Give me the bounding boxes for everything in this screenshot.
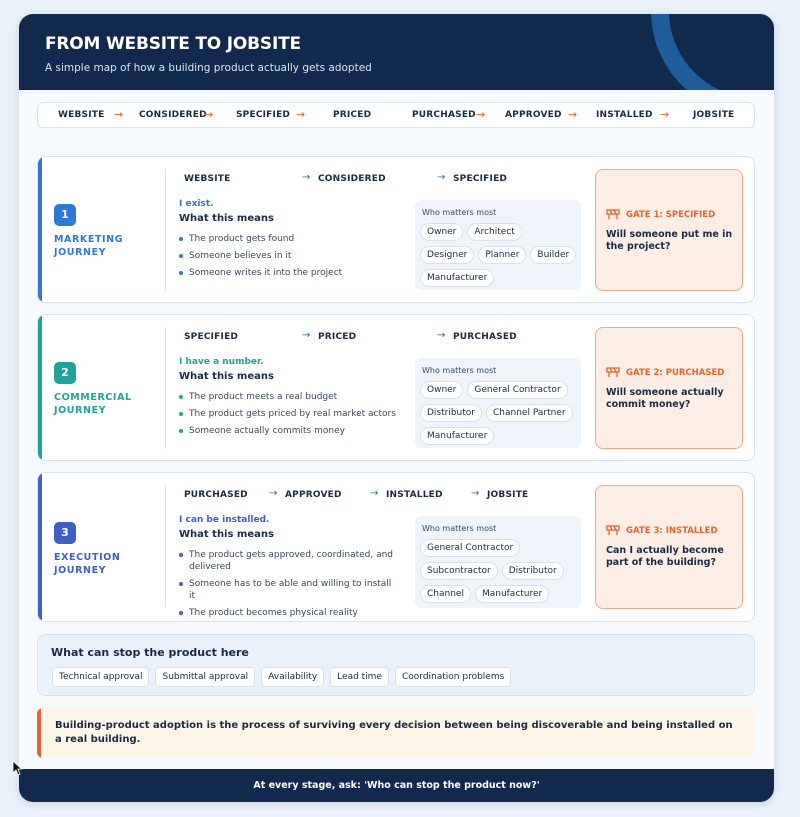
- blockers-title: What can stop the product here: [51, 646, 249, 659]
- stakeholder-chip: Manufacturer: [420, 269, 494, 287]
- summary-callout: [37, 708, 755, 758]
- list-item: Someone actually commits money: [179, 425, 399, 437]
- means-heading: What this means: [179, 529, 274, 540]
- flow-stage: PRICED: [318, 332, 357, 342]
- stage-label: CONSIDERED: [139, 110, 207, 120]
- gate-question: Will someone put me in the project?: [606, 229, 733, 252]
- stakeholder-chip: Channel: [420, 585, 471, 603]
- who-matters-label: Who matters most: [422, 366, 497, 375]
- means-heading: What this means: [179, 213, 274, 224]
- flow-stage: PURCHASED: [184, 490, 248, 500]
- stage-label: PURCHASED: [412, 110, 476, 120]
- divider: [165, 485, 166, 607]
- footer-text: At every stage, ask: 'Who can stop the product now?': [253, 780, 540, 791]
- flow-stage: PURCHASED: [453, 332, 517, 342]
- arrow-icon: →: [568, 108, 578, 121]
- journey-number-badge: 2: [54, 362, 76, 384]
- stakeholder-chip: Distributor: [502, 562, 564, 580]
- divider: [165, 327, 166, 449]
- blocker-chip: Lead time: [330, 667, 389, 687]
- gate-question: Can I actually become part of the building?: [606, 545, 724, 568]
- gate-box: [595, 485, 743, 609]
- arrow-icon: →: [296, 108, 306, 121]
- who-matters-label: Who matters most: [422, 208, 497, 217]
- flow-stage: WEBSITE: [184, 174, 231, 184]
- gate-label: GATE 1: SPECIFIED: [626, 210, 716, 220]
- page-subtitle: A simple map of how a building product actually gets adopted: [45, 62, 372, 74]
- stage-label: INSTALLED: [596, 110, 653, 120]
- footer-banner: [19, 769, 774, 802]
- stakeholder-chip: Manufacturer: [420, 427, 494, 445]
- arrow-icon: →: [114, 108, 124, 121]
- means-heading: What this means: [179, 371, 274, 382]
- stakeholder-chip: Channel Partner: [486, 404, 573, 422]
- accent-bar: [38, 157, 42, 302]
- arrow-icon: →: [471, 488, 480, 499]
- journey-name: MARKETING JOURNEY: [54, 234, 124, 258]
- callout-accent-bar: [37, 708, 41, 758]
- page-title: FROM WEBSITE TO JOBSITE: [45, 34, 301, 54]
- journey-number-badge: 3: [54, 522, 76, 544]
- arrow-icon: →: [302, 172, 311, 183]
- gate-question: Will someone actually commit money?: [606, 387, 724, 410]
- flow-stage: APPROVED: [285, 490, 342, 500]
- stakeholder-chip: General Contractor: [420, 539, 520, 557]
- stakeholder-chip: Manufacturer: [475, 585, 549, 603]
- arrow-icon: →: [269, 488, 278, 499]
- gate-box: [595, 327, 743, 449]
- arrow-icon: →: [302, 330, 311, 341]
- list-item: The product gets priced by real market actors: [179, 408, 399, 420]
- means-list: [179, 233, 399, 284]
- summary-text: Building-product adoption is the process of surviving every decision between being discoverable and being installed on a real building.: [55, 720, 733, 745]
- journey-name: COMMERCIAL JOURNEY: [54, 392, 132, 416]
- stakeholder-chip: General Contractor: [467, 381, 567, 399]
- journey-tagline: I exist.: [179, 199, 214, 209]
- stakeholder-chip: Builder: [530, 246, 576, 264]
- arrow-icon: →: [476, 108, 486, 121]
- blocker-chip: Availability: [261, 667, 324, 687]
- stakeholder-chip: Owner: [420, 223, 463, 241]
- stage-label: JOBSITE: [693, 110, 735, 120]
- journey-tagline: I have a number.: [179, 357, 264, 367]
- stakeholder-chip: Architect: [467, 223, 521, 241]
- stakeholder-chip: Subcontractor: [420, 562, 498, 580]
- list-item: The product meets a real budget: [179, 391, 399, 403]
- stakeholder-chip: Designer: [420, 246, 474, 264]
- header-banner: [19, 14, 774, 90]
- who-matters-panel: [415, 200, 581, 290]
- stakeholder-chip: Planner: [478, 246, 526, 264]
- stage-label: SPECIFIED: [236, 110, 291, 120]
- who-matters-panel: [415, 358, 581, 448]
- who-matters-panel: [415, 516, 581, 608]
- arrow-icon: →: [370, 488, 379, 499]
- flow-stage: CONSIDERED: [318, 174, 386, 184]
- gate-label: GATE 2: PURCHASED: [626, 368, 725, 378]
- accent-bar: [38, 473, 42, 621]
- arrow-icon: →: [437, 172, 446, 183]
- means-list: [179, 549, 399, 622]
- means-list: [179, 391, 399, 442]
- journey-tagline: I can be installed.: [179, 515, 270, 525]
- flow-stage: INSTALLED: [386, 490, 443, 500]
- stakeholder-chip: Distributor: [420, 404, 482, 422]
- stage-label: APPROVED: [505, 110, 562, 120]
- stage-label: PRICED: [333, 110, 372, 120]
- accent-bar: [38, 315, 42, 460]
- stakeholder-chip: Owner: [420, 381, 463, 399]
- arrow-icon: →: [660, 108, 670, 121]
- arrow-icon: →: [204, 108, 214, 121]
- journey-card-commercial: [37, 314, 755, 461]
- list-item: Someone has to be able and willing to install it: [179, 578, 399, 602]
- blocker-chip: Coordination problems: [395, 667, 511, 687]
- gate-box: [595, 169, 743, 291]
- infographic-card: [19, 14, 774, 802]
- who-matters-label: Who matters most: [422, 524, 497, 533]
- list-item: The product gets found: [179, 233, 399, 245]
- list-item: Someone believes in it: [179, 250, 399, 262]
- arrow-icon: →: [437, 330, 446, 341]
- list-item: The product gets approved, coordinated, and delivered: [179, 549, 399, 573]
- flow-stage: SPECIFIED: [184, 332, 239, 342]
- list-item: The product becomes physical reality: [179, 607, 399, 619]
- journey-card-marketing: [37, 156, 755, 303]
- mouse-pointer-icon: [12, 760, 22, 776]
- stage-bar: [37, 102, 755, 128]
- blocker-chip: Submittal approval: [155, 667, 255, 687]
- flow-stage: JOBSITE: [487, 490, 529, 500]
- blocker-chip: Technical approval: [52, 667, 149, 687]
- list-item: Someone writes it into the project: [179, 267, 399, 279]
- journey-name: EXECUTION JOURNEY: [54, 552, 121, 576]
- decorative-arc: [651, 14, 774, 90]
- journey-number-badge: 1: [54, 204, 76, 226]
- journey-card-execution: [37, 472, 755, 622]
- divider: [165, 169, 166, 291]
- flow-stage: SPECIFIED: [453, 174, 508, 184]
- stage-label: WEBSITE: [58, 110, 105, 120]
- blockers-panel: [37, 634, 755, 696]
- gate-label: GATE 3: INSTALLED: [626, 526, 718, 536]
